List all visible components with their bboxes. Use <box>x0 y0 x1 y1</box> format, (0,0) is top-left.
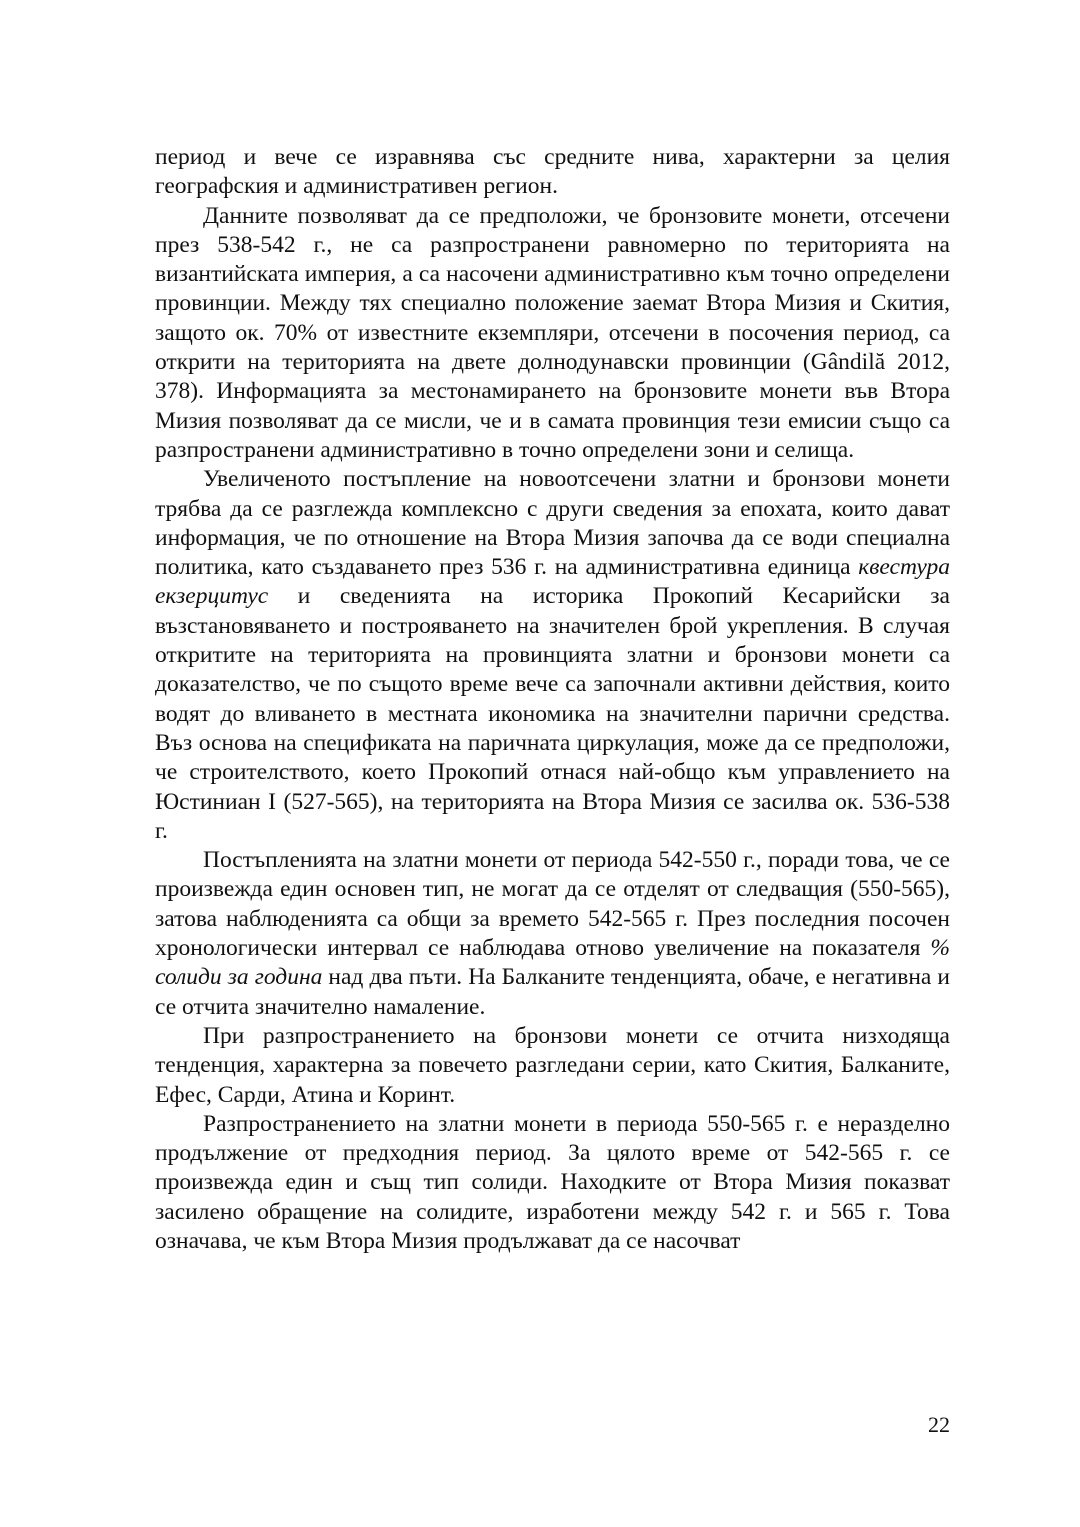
paragraph-gold-coins-542-550 <box>155 846 950 1022</box>
document-page <box>155 143 950 1256</box>
paragraph-gold-coins-550-565 <box>155 1110 950 1256</box>
italic-term-solidi-per-year: % солиди за година <box>155 935 950 991</box>
paragraph-continuation <box>155 143 950 202</box>
paragraph-text: При разпространението на бронзови монети се отчита низходяща тенденция, характерна за повечето разгледани серии, като Скития, Балканите, Ефес, Сарди, Атина и Коринт. <box>155 1022 950 1108</box>
paragraph-text: и сведенията на историка Прокопий Кесарийски за възстановяването и построяването на значителен брой укрепления. В случая откритите на територията на провинцията златни и бронзови монети са доказателство, че по същото време вече са започнали активни действия, които водят до вливането в местната икономика на значителни парични средства. Въз основа на спецификата на паричната циркулация, може да се предположи, че строителството, което Прокопий отнася най-общо към управлението на Юстиниан I (527-565), на територията на Втора Мизия се засилва ок. 536-538 г. <box>155 583 950 844</box>
paragraph-text: Постъпленията на златни монети от периода 542-550 г., поради това, че се произвежда един основен тип, не могат да се отделят от следващия (550-565), затова наблюденията са общи за времето 542-565 г. През последния посочен хронологически интервал се наблюдава отново увеличение на показателя <box>155 847 950 962</box>
paragraph-text: период и вече се изравнява със средните нива, характерни за целия географския и административен регион. <box>155 144 950 200</box>
paragraph-text: Увеличеното постъпление на новоотсечени златни и бронзови монети трябва да се разглежда комплексно с други сведения за епохата, които дават информация, че по отношение на Втора Мизия започва да се води специална политика, като създаването през 536 г. на административна единица <box>155 466 950 581</box>
italic-term-quaestura-exercitus: квестура екзерцитус <box>155 554 950 610</box>
paragraph-bronze-decline <box>155 1022 950 1110</box>
paragraph-text: Разпространението на златни монети в периода 550-565 г. е неразделно продължение от предходния период. За цялото време от 542-565 г. се произвежда един и същ тип солиди. Находките от Втора Мизия показват засилено обращение на солидите, изработени между 542 г. и 565 г. Това означава, че към Втора Мизия продължават да се насочват <box>155 1110 950 1254</box>
paragraph-text: над два пъти. На Балканите тенденцията, обаче, е негативна и се отчита значително намаление. <box>155 964 951 1020</box>
paragraph-increased-inflow <box>155 465 950 846</box>
paragraph-text: Данните позволяват да се предположи, че бронзовите монети, отсечени през 538-542 г., не са разпространени равномерно по територията на византийската империя, а са насочени административно към точно определени провинции. Между тях специално положение заемат Втора Мизия и Скития, защото ок. 70% от известните екземпляри, отсечени в посочения период, са открити на територията на двете долнодунавски провинции (Gândilă 2012, 378). Информацията за местонамирането на бронзовите монети във Втора Мизия позволяват да се мисли, че и в самата провинция тези емисии също са разпространени административно в точно определени зони и селища. <box>155 202 950 463</box>
page-number: 22 <box>928 1412 950 1437</box>
paragraph-bronze-coins-distribution <box>155 202 950 466</box>
